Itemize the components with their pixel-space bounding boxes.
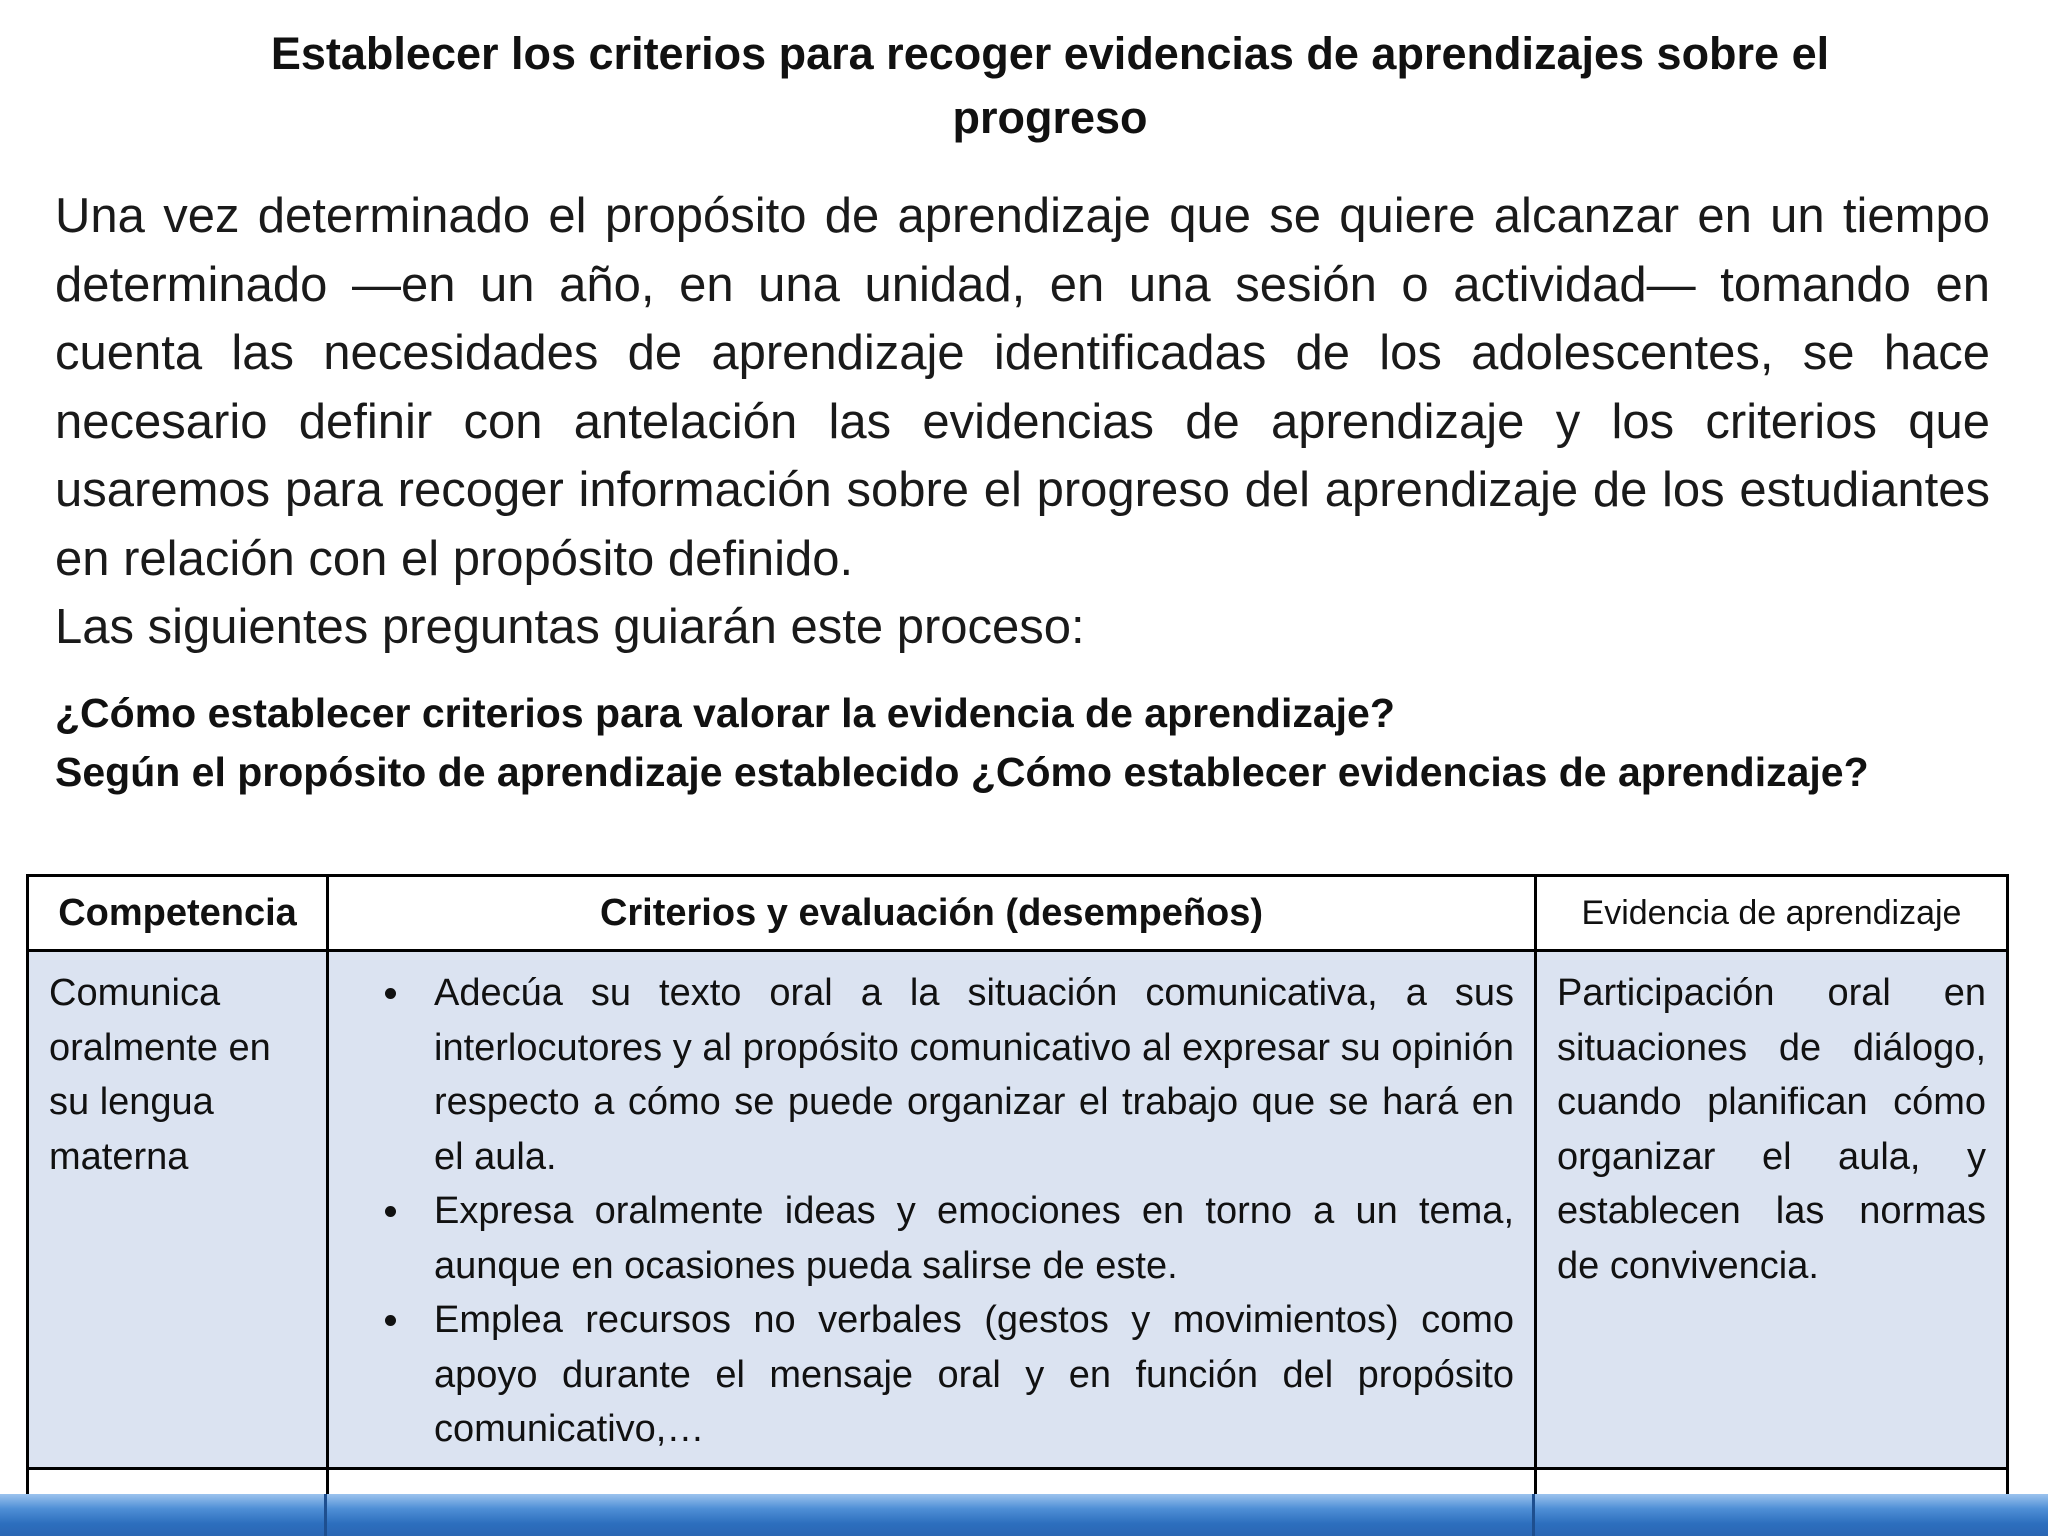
page-title: Establecer los criterios para recoger evidencias de aprendizajes sobre el progreso	[270, 28, 1830, 143]
question-criteria: ¿Cómo establecer criterios para valorar la evidencia de aprendizaje?	[55, 690, 1395, 736]
intro-closing-text: Las siguientes preguntas guiarán este proceso:	[55, 600, 1085, 654]
cell-evidencia: Participación oral en situaciones de diálogo, cuando planifican cómo organizar el aula, y establecen las normas de convivencia.	[1536, 951, 2008, 1469]
intro-paragraph-text: Una vez determinado el propósito de aprendizaje que se quiere alcanzar en un tiempo determinado —en un año, en una unidad, en una sesión o actividad— tomando en cuenta las necesidades de aprendizaje identificadas de los adolescentes, se hace necesario definir con antelación las evidencias de aprendizaje y los criterios que usaremos para recoger información sobre el progreso del aprendizaje de los estudiantes en relación con el propósito definido.	[55, 189, 1990, 586]
criteria-item: • Expresa oralmente ideas y emociones en torno a un tema, aunque en ocasiones pueda salirse de este.	[414, 1184, 1514, 1293]
header-criterios: Criterios y evaluación (desempeños)	[328, 876, 1536, 951]
footer-bar	[0, 1494, 2048, 1536]
table-header-row	[28, 876, 2008, 951]
cell-competencia: Comunica oralmente en su lengua materna	[28, 951, 328, 1469]
criteria-item: • Emplea recursos no verbales (gestos y movimientos) como apoyo durante el mensaje oral y en función del propósito comunicativo,…	[414, 1293, 1514, 1457]
criteria-list	[349, 966, 1514, 1457]
question-evidence: Según el propósito de aprendizaje establecido ¿Cómo establecer evidencias de aprendizaje?	[55, 749, 1869, 795]
cell-criterios	[328, 951, 1536, 1469]
header-evidencia: Evidencia de aprendizaje	[1536, 876, 2008, 951]
footer-divider	[324, 1494, 327, 1536]
criteria-table	[26, 874, 2009, 1533]
intro-paragraph	[55, 182, 1990, 662]
table-row	[28, 951, 2008, 1469]
footer-divider	[1532, 1494, 1535, 1536]
header-competencia: Competencia	[28, 876, 328, 951]
criteria-item: • Adecúa su texto oral a la situación comunicativa, a sus interlocutores y al propósito comunicativo al expresar su opinión respecto a cómo se puede organizar el trabajo que se hará en el aula.	[414, 966, 1514, 1184]
